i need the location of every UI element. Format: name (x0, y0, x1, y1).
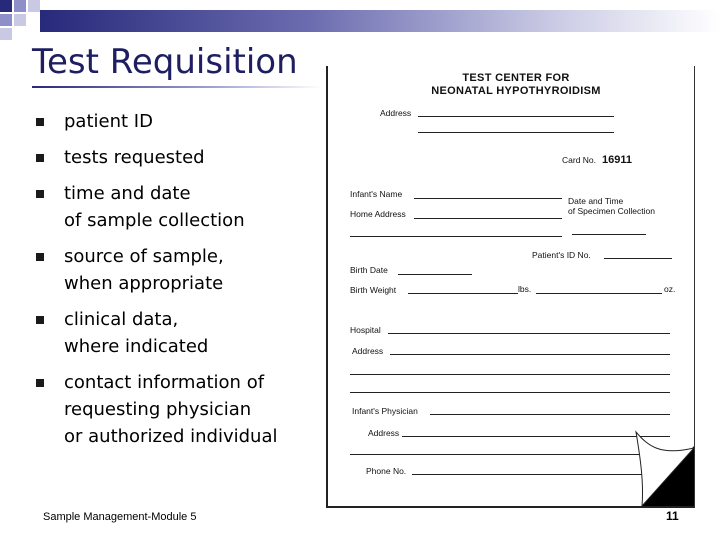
bullet-text: clinical data, (64, 309, 179, 330)
form-line (350, 392, 670, 393)
form-line (350, 374, 670, 375)
hospital-label: Hospital (350, 325, 381, 335)
form-header-line2: NEONATAL HYPOTHYROIDISM (431, 85, 601, 97)
form-line (572, 234, 646, 235)
form-line (390, 354, 670, 355)
form-line (412, 474, 670, 475)
bullet-text: or authorized individual (64, 426, 278, 447)
form-line (402, 436, 670, 437)
card-no-label: Card No. (562, 155, 597, 165)
form-line (430, 414, 670, 415)
form-header (416, 72, 616, 98)
infants-name-label: Infant's Name (350, 189, 403, 199)
bullet-square-icon (36, 253, 44, 261)
form-line (418, 132, 614, 133)
bullet-item (36, 369, 326, 450)
bullet-text: where indicated (64, 336, 209, 357)
lbs-label: lbs. (518, 284, 532, 294)
bullet-text: requesting physician (64, 399, 252, 420)
form-line (536, 293, 662, 294)
footer-text: Sample Management-Module 5 (43, 511, 197, 523)
page-number: 11 (666, 509, 679, 523)
bullet-item (36, 144, 326, 171)
bullet-text: contact information of (64, 372, 265, 393)
physician-address-label: Address (368, 428, 400, 438)
bullet-list (36, 108, 326, 459)
bullet-text: of sample collection (64, 210, 245, 231)
form-line (408, 293, 518, 294)
card-number (562, 154, 632, 166)
bullet-square-icon (36, 154, 44, 162)
page-curl-icon (634, 426, 694, 506)
bullet-square-icon (36, 190, 44, 198)
title-underline (32, 86, 322, 88)
hospital-address-label: Address (352, 346, 384, 356)
form-line (414, 218, 562, 219)
form-line (604, 258, 672, 259)
bullet-text: when appropriate (64, 273, 224, 294)
form-line (388, 333, 670, 334)
header-bar (40, 10, 720, 32)
bullet-text: patient ID (64, 111, 153, 132)
form-address-label: Address (380, 108, 412, 118)
birth-date-label: Birth Date (350, 265, 388, 275)
birth-weight-label: Birth Weight (350, 285, 397, 295)
bullet-text: time and date (64, 183, 191, 204)
infants-physician-label: Infant's Physician (352, 406, 418, 416)
form-header-line1: TEST CENTER FOR (462, 72, 570, 84)
form-line (414, 198, 562, 199)
form-line (418, 116, 614, 117)
patient-id-label: Patient's ID No. (532, 250, 591, 260)
bullet-square-icon (36, 379, 44, 387)
bullet-item (36, 180, 326, 234)
date-time-label (568, 196, 655, 216)
bullet-square-icon (36, 118, 44, 126)
home-address-label: Home Address (350, 209, 406, 219)
bullet-item (36, 306, 326, 360)
date-time-line2: of Specimen Collection (568, 206, 655, 216)
bullet-item (36, 108, 326, 135)
card-no-value: 16911 (602, 154, 632, 166)
bullet-square-icon (36, 316, 44, 324)
date-time-line1: Date and Time (568, 196, 624, 206)
form-line (350, 454, 670, 455)
form-line (398, 274, 472, 275)
bullet-item (36, 243, 326, 297)
slide-title: Test Requisition (32, 42, 298, 82)
bullet-text: tests requested (64, 147, 205, 168)
form-line (350, 236, 562, 237)
phone-no-label: Phone No. (366, 466, 407, 476)
requisition-form-image (326, 66, 695, 508)
oz-label: oz. (664, 284, 676, 294)
bullet-text: source of sample, (64, 246, 224, 267)
